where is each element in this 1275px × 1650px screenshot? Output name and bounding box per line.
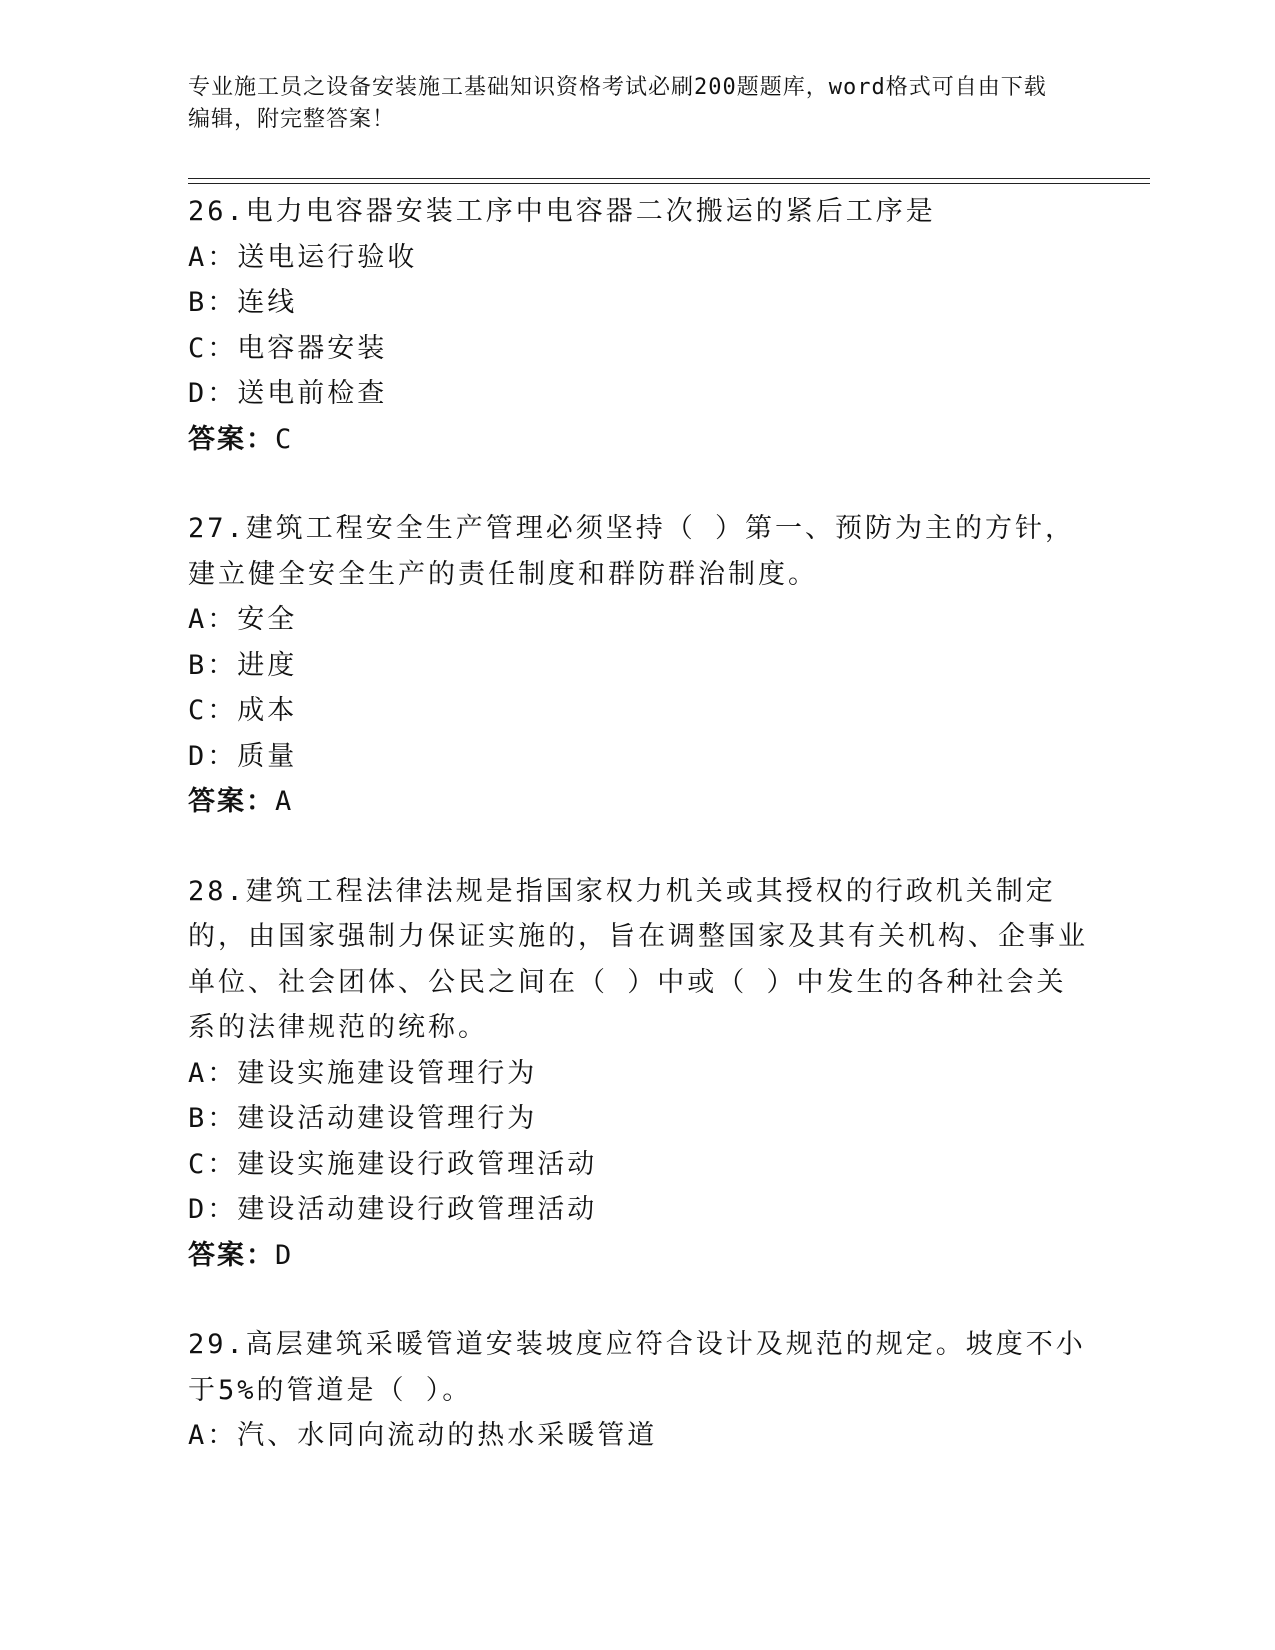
question-stem: 26.电力电容器安装工序中电容器二次搬运的紧后工序是: [188, 196, 936, 227]
option-c: C：建设实施建设行政管理活动: [188, 1148, 598, 1180]
question-list: [188, 189, 1088, 1459]
answer-line: [188, 1233, 1088, 1279]
option-c: C：电容器安装: [188, 332, 388, 364]
answer-label: 答案：: [188, 423, 275, 455]
answer-line: [188, 779, 1088, 825]
answer-label: 答案：: [188, 1239, 275, 1271]
question-29: [188, 1322, 1088, 1459]
option-d: D：送电前检查: [188, 378, 388, 409]
question-stem: 28.建筑工程法律法规是指国家权力机关或其授权的行政机关制定的，由国家强制力保证实施的，旨在调整国家及其有关机构、企事业单位、社会团体、公民之间在（ ）中或（ ）中发生的各种社会关系的法律规范的统称。: [188, 875, 1088, 1043]
option-c: C：成本: [188, 695, 298, 726]
answer-value: C: [275, 423, 294, 455]
option-a: A：送电运行验收: [188, 241, 418, 273]
question-stem: 29.高层建筑采暖管道安装坡度应符合设计及规范的规定。坡度不小于5%的管道是（ ）。: [188, 1329, 1086, 1406]
option-b: B：进度: [188, 649, 298, 681]
option-b: B：连线: [188, 287, 298, 318]
option-a: A：安全: [188, 604, 298, 635]
header-divider-top: [188, 178, 1150, 179]
option-d: D：建设活动建设行政管理活动: [188, 1194, 598, 1225]
answer-label: 答案：: [188, 786, 275, 817]
question-28: [188, 869, 1088, 1279]
option-a: A：汽、水同向流动的热水采暖管道: [188, 1420, 658, 1451]
document-header: 专业施工员之设备安装施工基础知识资格考试必刷200题题库，word格式可自由下载编辑，附完整答案！: [188, 75, 1047, 132]
answer-line: [188, 417, 1088, 463]
option-d: D：质量: [188, 740, 298, 772]
answer-value: A: [275, 786, 294, 817]
question-27: [188, 506, 1088, 825]
question-26: [188, 189, 1088, 462]
option-a: A：建设实施建设管理行为: [188, 1057, 538, 1089]
question-stem: 27.建筑工程安全生产管理必须坚持（ ）第一、预防为主的方针，建立健全安全生产的责任制度和群防群治制度。: [188, 513, 1076, 590]
header-divider-bottom: [188, 183, 1150, 184]
answer-value: D: [275, 1239, 294, 1271]
option-b: B：建设活动建设管理行为: [188, 1103, 538, 1134]
